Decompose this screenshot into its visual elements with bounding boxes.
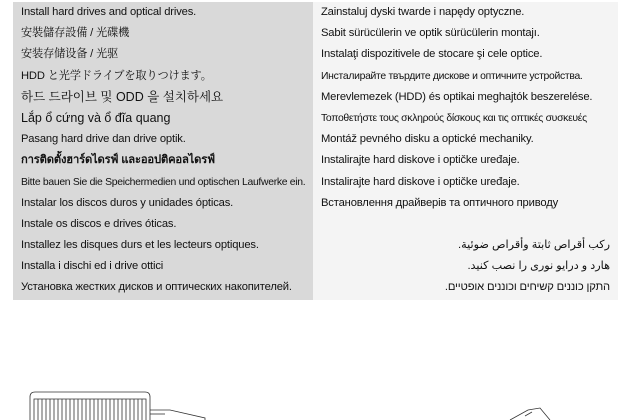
instruction-pt: Instale os discos e drives óticas. (21, 217, 177, 230)
instruction-ko: 하드 드라이브 및 ODD 을 설치하세요 (21, 89, 224, 104)
instruction-pl: Zainstaluj dyski twarde i napędy optyczne. (321, 6, 525, 18)
instruction-hu: Merevlemezek (HDD) és optikai meghajtók beszerelése. (321, 90, 593, 103)
instruction-zh-cn: 安装存储设备 / 光驱 (21, 48, 119, 61)
instruction-es: Instalar los discos duros y unidades ópticas. (21, 196, 234, 209)
drive-cage-drawing (30, 392, 205, 420)
instruction-ro: Instalaţi dispozitivele de stocare şi cele optice. (321, 48, 543, 61)
column-spacer (313, 214, 618, 235)
drive-installation-illustration (0, 370, 635, 420)
instruction-fr: Installez les disques durs et les lecteurs optiques. (21, 239, 259, 252)
instruction-th: การติดตั้งฮาร์ดไดรฟ์ และออปติคอลไดรฟ์ (21, 154, 215, 167)
instruction-he: התקן כוננים קשיחים וכוננים אופטיים. (444, 281, 610, 294)
left-language-column (13, 2, 313, 300)
instruction-table (13, 2, 618, 300)
instruction-zh-tw: 安裝儲存設備 / 光碟機 (21, 27, 130, 40)
instruction-ru: Установка жестких дисков и оптических накопителей. (21, 281, 292, 294)
instruction-vi: Lắp ổ cứng và ổ đĩa quang (21, 110, 171, 125)
instruction-cs: Montáž pevného disku a optické mechaniky. (321, 133, 534, 146)
instruction-bg: Инсталирайте твърдите дискове и оптичните устройства. (321, 70, 583, 82)
drive-bay-drawing (510, 408, 550, 420)
instruction-sr: Instalirajte hard diskove i optičke uređaje. (321, 175, 520, 188)
instruction-it: Installa i dischi ed i drive ottici (21, 260, 164, 273)
instruction-ja: HDD と光学ドライブを取りつけます。 (21, 69, 212, 82)
instruction-tr: Sabit sürücülerin ve optik sürücülerin montajı. (321, 27, 540, 40)
instruction-en: Install hard drives and optical drives. (21, 6, 197, 18)
instruction-id: Pasang hard drive dan drive optik. (21, 133, 186, 146)
instruction-ar: ركب أقراص ثابتة وأقراص ضوئية. (458, 239, 610, 252)
instruction-de: Bitte bauen Sie die Speichermedien und optischen Laufwerke ein. (21, 176, 306, 188)
instruction-fa: هارد و درايو نوری را نصب کنيد. (467, 260, 610, 273)
instruction-el: Τοποθετήστε τους σκληρούς δίσκους και τις οπτικές συσκευές (321, 112, 587, 124)
instruction-hr: Instalirajte hard diskove i optičke uređaje. (321, 154, 520, 167)
right-language-column (313, 2, 618, 300)
instruction-uk: Встановлення драйверів та оптичного приводу (321, 196, 559, 209)
